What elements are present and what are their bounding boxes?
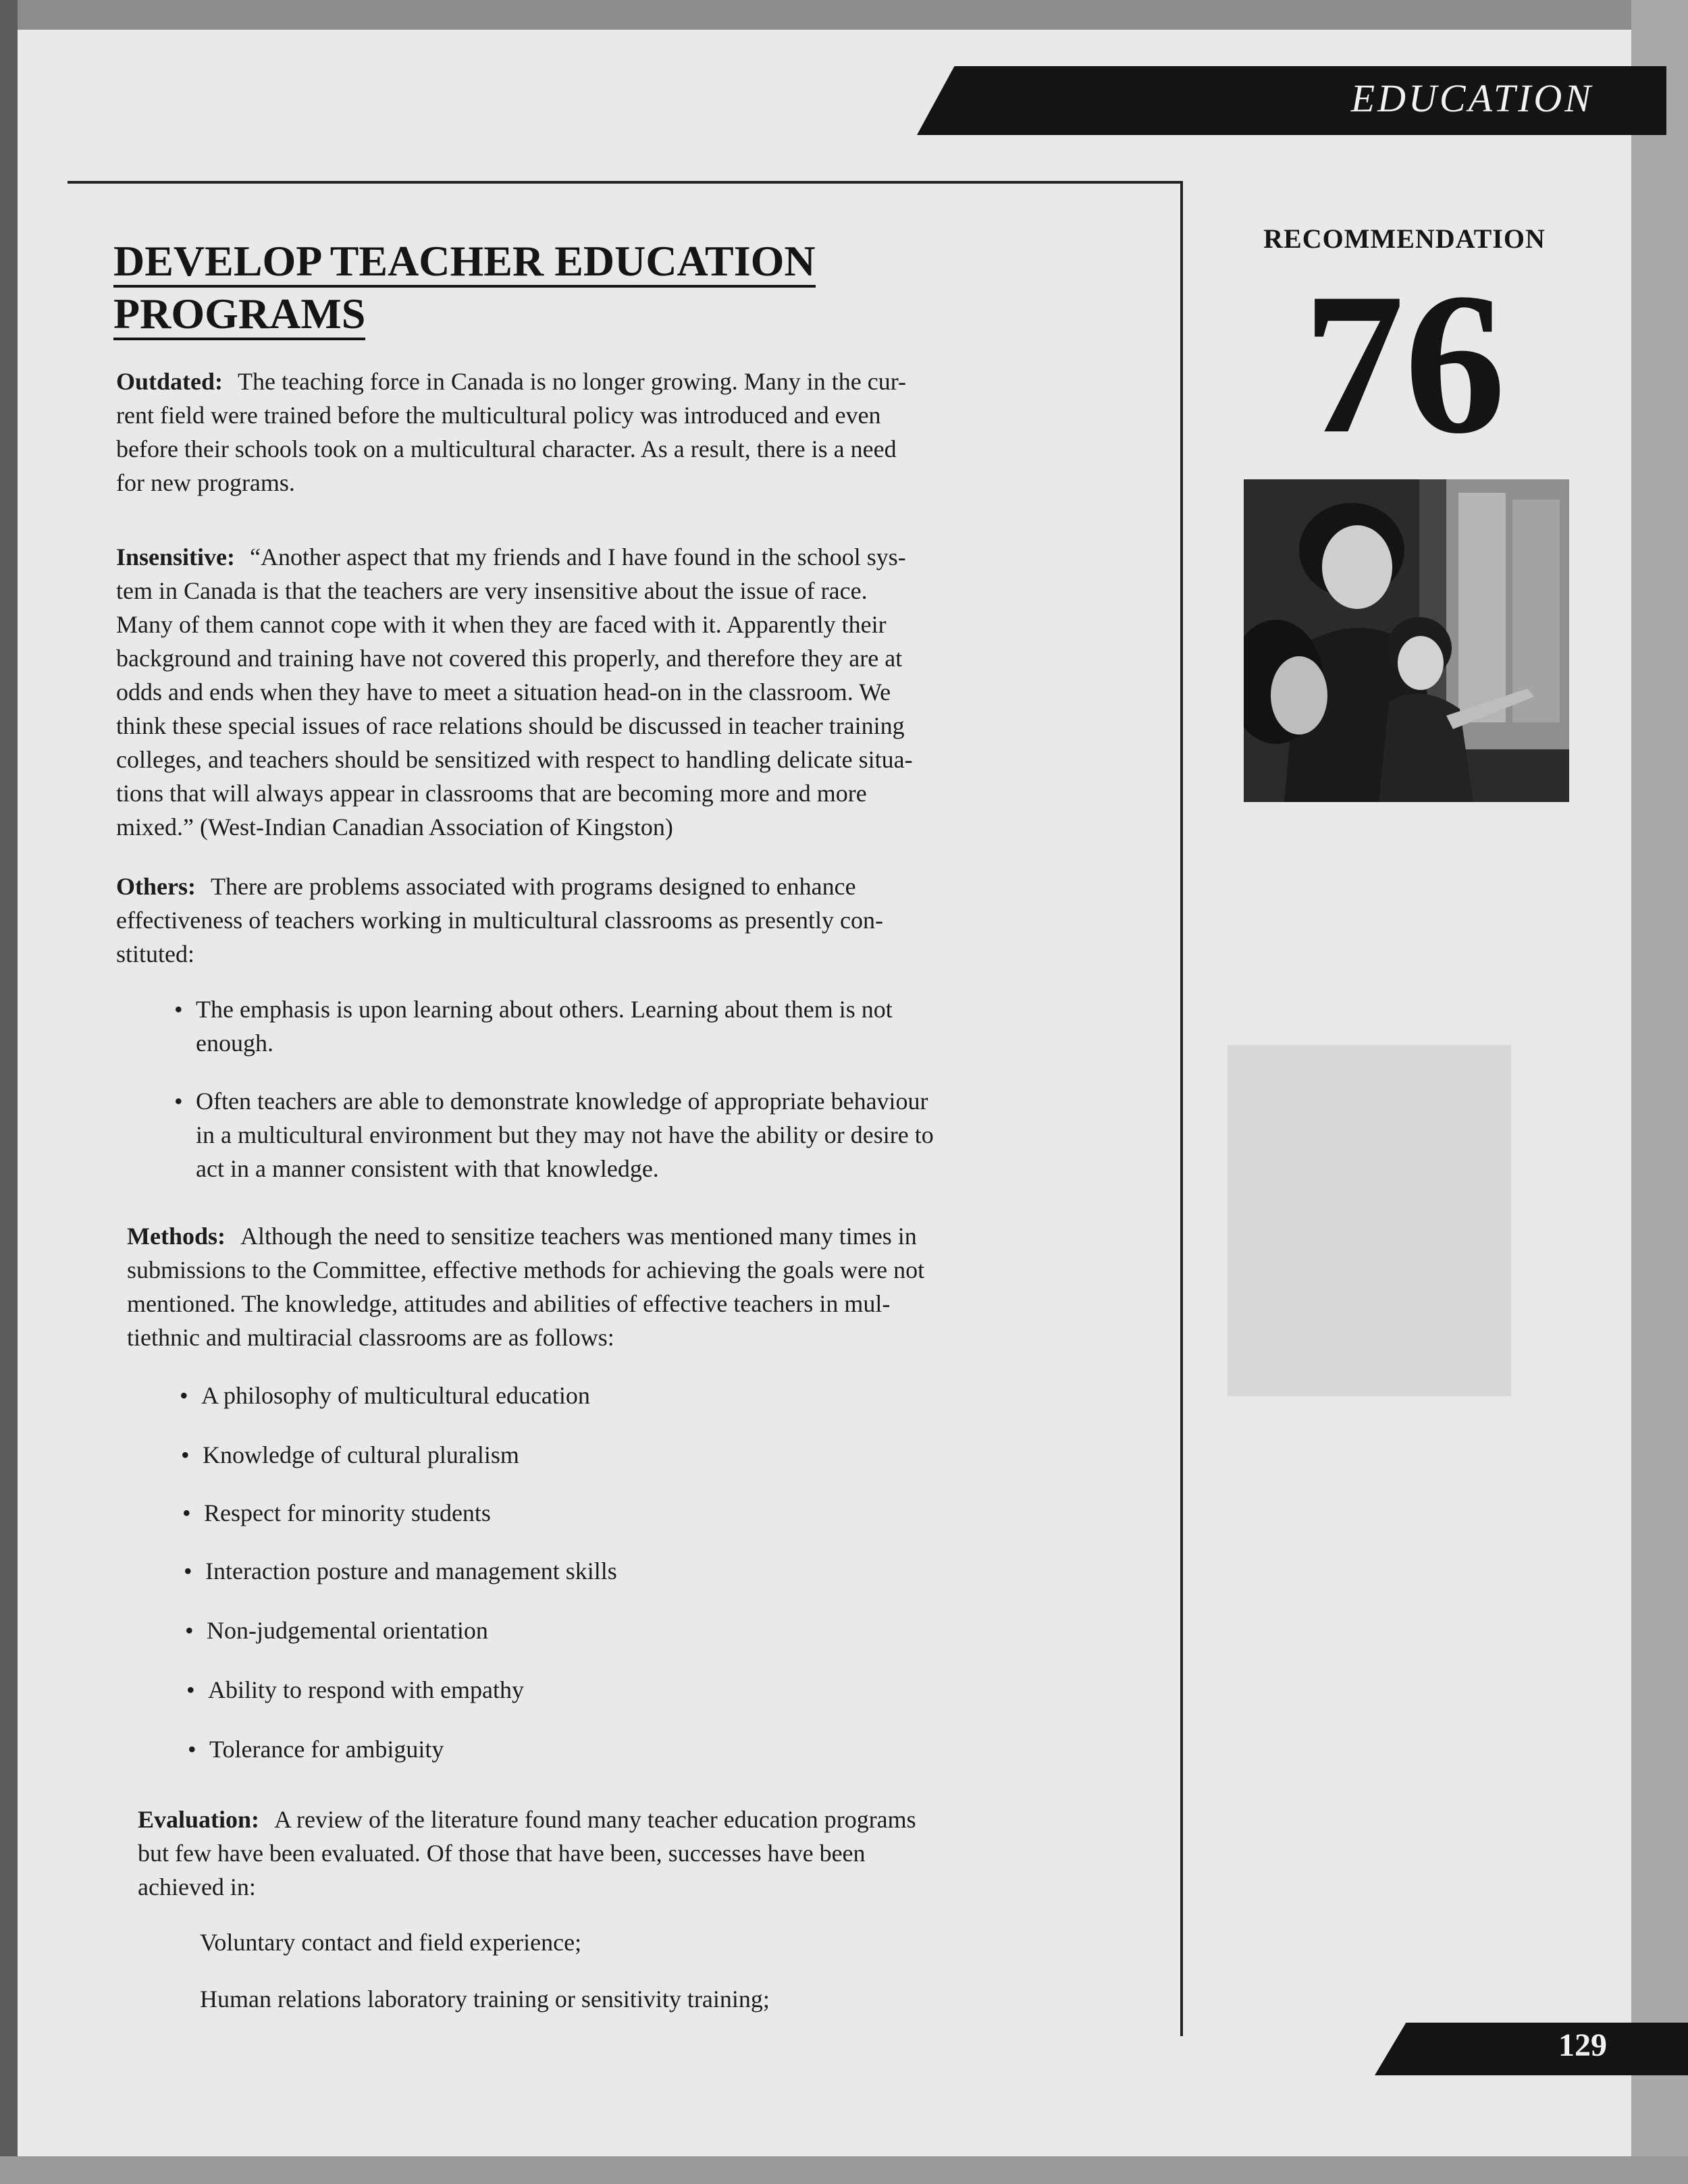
text-line: but few have been evaluated. Of those that have been, successes have been: [138, 1840, 866, 1867]
bullet-methods-2: [181, 1438, 1215, 1472]
text-line: tem in Canada is that the teachers are very insensitive about the issue of race.: [116, 577, 868, 604]
bullet-text: A philosophy of multicultural education: [201, 1382, 590, 1409]
bullet-dot-icon: •: [174, 996, 183, 1023]
paragraph-evaluation: [138, 1803, 1171, 1904]
bullet-text: Tolerance for ambiguity: [209, 1736, 444, 1763]
recommendation-label: RECOMMENDATION: [1263, 223, 1546, 254]
page-number: 129: [1558, 2027, 1607, 2063]
bullet-text: Ability to respond with empathy: [208, 1676, 524, 1703]
text-line: There are problems associated with programs designed to enhance: [210, 873, 856, 900]
bullet-text: Interaction posture and management skills: [205, 1557, 617, 1584]
text-line: colleges, and teachers should be sensitized with respect to handling delicate situa-: [116, 746, 913, 773]
bullet-dot-icon: •: [182, 1499, 191, 1526]
bullet-dot-icon: •: [174, 1088, 183, 1115]
scan-border-top: [0, 0, 1688, 30]
bullet-text: Respect for minority students: [204, 1499, 491, 1526]
text-line: submissions to the Committee, effective methods for achieving the goals were not: [127, 1256, 925, 1283]
text-line: The teaching force in Canada is no longer growing. Many in the cur-: [238, 368, 906, 395]
text-line: A review of the literature found many teacher education programs: [274, 1806, 916, 1833]
text-line: stituted:: [116, 940, 194, 967]
text-line: mentioned. The knowledge, attitudes and abilities of effective teachers in mul-: [127, 1290, 891, 1317]
evaluation-item-2: Human relations laboratory training or sensitivity training;: [200, 1986, 770, 2013]
text-line: tions that will always appear in classrooms that are becoming more and more: [116, 780, 867, 807]
bullet-methods-7: [188, 1732, 1222, 1766]
article-title: [113, 235, 1126, 340]
paragraph-others: [116, 870, 1149, 971]
bullet-dot-icon: •: [186, 1676, 195, 1703]
bullet-methods-5: [185, 1614, 1219, 1647]
text-line: for new programs.: [116, 469, 295, 496]
text-line: enough.: [196, 1030, 273, 1057]
frame-rule-top: [68, 181, 1183, 184]
section-title: EDUCATION: [1350, 76, 1593, 120]
label-outdated: Outdated:: [116, 368, 223, 395]
text-line: odds and ends when they have to meet a situation head-on in the classroom. We: [116, 678, 891, 705]
label-methods: Methods:: [127, 1223, 226, 1250]
show-through-image: [1228, 1045, 1511, 1396]
bullet-others-1: [174, 992, 1209, 1060]
bullet-methods-4: [184, 1554, 1218, 1588]
text-line: think these special issues of race relations should be discussed in teacher training: [116, 712, 905, 739]
book-spine-shadow: [0, 0, 18, 2184]
text-line: Many of them cannot cope with it when they are faced with it. Apparently their: [116, 611, 887, 638]
text-line: mixed.” (West-Indian Canadian Association of Kingston): [116, 814, 673, 841]
bullet-dot-icon: •: [181, 1441, 190, 1468]
label-others: Others:: [116, 873, 196, 900]
bullet-methods-3: [182, 1496, 1217, 1530]
text-line: achieved in:: [138, 1873, 256, 1900]
text-line: Often teachers are able to demonstrate knowledge of appropriate behaviour: [196, 1088, 928, 1115]
bullet-dot-icon: •: [180, 1382, 188, 1409]
text-line: before their schools took on a multicultural character. As a result, there is a need: [116, 435, 897, 462]
page-edge-right: [1631, 0, 1688, 2184]
text-line: act in a manner consistent with that knowledge.: [196, 1155, 659, 1182]
article-title-line-1: DEVELOP TEACHER EDUCATION: [113, 237, 816, 288]
bullet-dot-icon: •: [188, 1736, 196, 1763]
paragraph-outdated: [116, 365, 1149, 500]
scan-border-bottom: [0, 2156, 1688, 2184]
bullet-text: Non-judgemental orientation: [207, 1617, 488, 1644]
text-line: The emphasis is upon learning about others. Learning about them is not: [196, 996, 893, 1023]
paragraph-methods: [127, 1219, 1160, 1354]
bullet-text: Knowledge of cultural pluralism: [203, 1441, 519, 1468]
text-line: Although the need to sensitize teachers was mentioned many times in: [240, 1223, 917, 1250]
paragraph-insensitive: [116, 540, 1149, 844]
label-evaluation: Evaluation:: [138, 1806, 260, 1833]
text-line: rent field were trained before the multicultural policy was introduced and even: [116, 402, 881, 429]
bullet-methods-1: [180, 1379, 1214, 1412]
bullet-dot-icon: •: [185, 1617, 194, 1644]
label-insensitive: Insensitive:: [116, 543, 236, 570]
bullet-others-2: [174, 1084, 1209, 1186]
photo-teachers-at-board: [1244, 479, 1569, 802]
text-line: in a multicultural environment but they may not have the ability or desire to: [196, 1121, 934, 1148]
text-line: tiethnic and multiracial classrooms are as follows:: [127, 1324, 614, 1351]
classroom-photo: [1244, 479, 1569, 802]
bullet-methods-6: [186, 1673, 1221, 1707]
text-line: “Another aspect that my friends and I have found in the school sys-: [250, 543, 906, 570]
recommendation-number: 76: [1303, 251, 1506, 475]
text-line: background and training have not covered this properly, and therefore they are at: [116, 645, 903, 672]
text-line: effectiveness of teachers working in multicultural classrooms as presently con-: [116, 907, 883, 934]
article-title-line-2: PROGRAMS: [113, 290, 365, 340]
bullet-dot-icon: •: [184, 1557, 192, 1584]
evaluation-item-1: Voluntary contact and field experience;: [200, 1929, 582, 1956]
